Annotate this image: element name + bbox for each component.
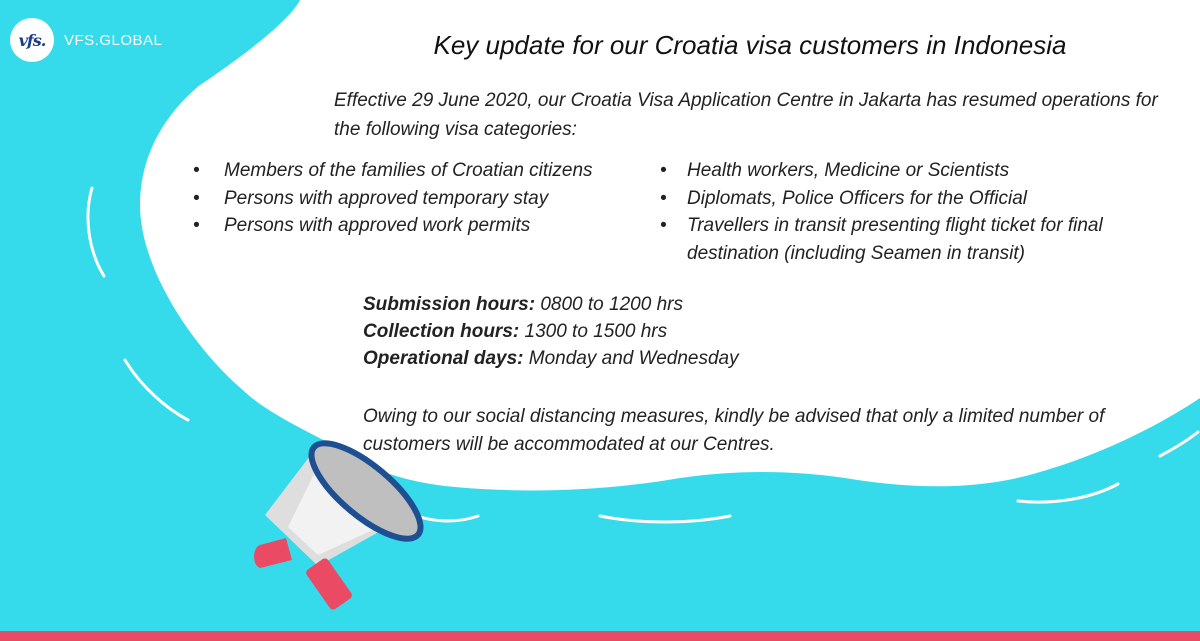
bullet: • [193,215,200,236]
list-item [658,212,1178,267]
hours-value: Monday and Wednesday [523,348,739,369]
list-item [658,185,1178,213]
page-title: Key update for our Croatia visa customers in Indonesia [433,30,1067,60]
category-text: Health workers, Medicine or Scientists [687,160,1010,181]
hours-label: Submission hours: [363,294,536,315]
hours-value: 0800 to 1200 hrs [535,294,683,315]
category-text: Persons with approved temporary stay [224,187,549,209]
hours-label: Operational days: [363,348,524,369]
category-text: Persons with approved work permits [224,215,531,236]
bullet: • [193,187,200,209]
list-item [658,157,1178,185]
notice-text: Owing to our social distancing measures, kindly be advised that only a limited number of customers will be accommodated at our Centres. [363,406,1105,455]
brand-name: VFS.GLOBAL [64,31,163,49]
collection-hours [363,318,739,345]
bullet: • [660,187,667,209]
bullet: • [660,160,667,181]
submission-hours [363,291,739,318]
operating-hours [363,291,739,372]
visa-categories-right [658,157,1178,267]
hours-value: 1300 to 1500 hrs [519,321,668,342]
category-text: Diplomats, Police Officers for the Official [687,187,1027,209]
category-text: Members of the families of Croatian citizens [224,160,593,181]
visa-categories-left [193,157,633,240]
list-item [193,157,633,185]
vfs-logo[interactable] [10,18,162,62]
category-text: Travellers in transit presenting flight ticket for final destination (including Seamen in transit) [687,215,1103,264]
operational-days [363,345,739,372]
vfs-logo-icon: vfs. [10,18,54,62]
intro-text: Effective 29 June 2020, our Croatia Visa Application Centre in Jakarta has resumed operations for the following visa categories: [334,90,1158,140]
hours-label: Collection hours: [363,321,520,342]
bullet: • [660,215,667,236]
bullet: • [193,160,200,181]
list-item [193,185,633,213]
list-item [193,212,633,240]
bottom-bar [0,631,1200,641]
